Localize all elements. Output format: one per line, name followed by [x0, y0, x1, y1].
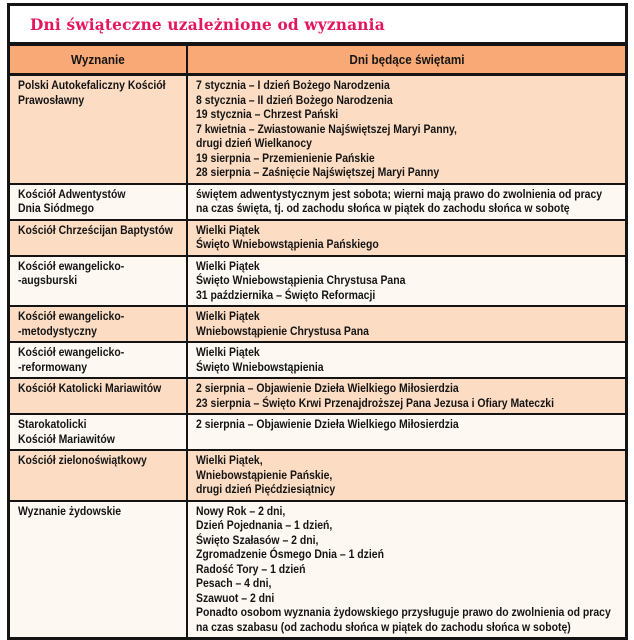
text-line: Święto Wniebowstąpienia Chrystusa Pana [196, 273, 406, 287]
table-body [10, 76, 625, 637]
holidays-cell [188, 76, 625, 183]
denomination-cell [10, 415, 188, 449]
text-line: Pesach – 4 dni, [196, 576, 272, 590]
text-line: -augsburski [18, 273, 78, 287]
text-line: -reformowany [18, 359, 88, 374]
text-line: Kościół ewangelicko- [18, 309, 125, 323]
title-band [10, 6, 625, 46]
denomination-cell [10, 307, 188, 341]
text-line: -metodystyczny [18, 323, 97, 338]
text-line: Ponadto osobom wyznania żydowskiego przysługuje prawo do zwolnienia od pracy [196, 605, 611, 619]
text-line: drugi dzień Pięćdziesiątnicy [196, 482, 336, 496]
text-line: Dnia Siódmego [18, 201, 94, 215]
text-line: Radość Tory – 1 dzień [196, 561, 306, 576]
denomination-cell [10, 451, 188, 500]
text-line: Wniebowstąpienie Chrystusa Pana [196, 323, 369, 338]
column-header-denomination: Wyznanie [10, 46, 188, 73]
denomination-cell [10, 221, 188, 255]
text-line: 7 kwietnia – Zwiastowanie Najświętszej Maryi Panny, [196, 121, 457, 136]
page-title: Dni świąteczne uzależnione od wyznania [30, 14, 385, 34]
table-row [10, 76, 625, 185]
denomination-cell [10, 343, 188, 377]
text-line: Wielki Piątek, [196, 453, 263, 467]
text-line: Kościół zielonoświątkowy [18, 453, 147, 467]
denomination-cell [10, 502, 188, 638]
text-line: Dzień Pojednania – 1 dzień, [196, 518, 333, 532]
text-line: Kościół Adwentystów [18, 186, 126, 201]
holidays-cell [188, 415, 625, 449]
denomination-cell [10, 76, 188, 183]
table-row [10, 185, 625, 221]
table-row [10, 307, 625, 343]
text-line: Wielki Piątek [196, 345, 260, 359]
table-row [10, 415, 625, 451]
text-line: Zgromadzenie Ósmego Dnia – 1 dzień [196, 547, 384, 561]
text-line: Nowy Rok – 2 dni, [196, 503, 286, 518]
text-line: 31 października – Święto Reformacji [196, 287, 376, 302]
denomination-cell [10, 185, 188, 219]
holidays-cell [188, 343, 625, 377]
text-line: Święto Wniebowstąpienia Pańskiego [196, 237, 379, 251]
text-line: Kościół ewangelicko- [18, 258, 125, 273]
text-line: Wielki Piątek [196, 309, 260, 323]
text-line: 2 sierpnia – Objawienie Dzieła Wielkiego Miłosierdzia [196, 417, 459, 431]
text-line: 19 stycznia – Chrzest Pański [196, 107, 339, 121]
text-line: 7 stycznia – I dzień Bożego Narodzenia [196, 78, 390, 92]
table-header-row [10, 46, 625, 76]
text-line: drugi dzień Wielkanocy [196, 136, 312, 150]
text-line: 28 sierpnia – Zaśnięcie Najświętszej Maryi Panny [196, 165, 440, 179]
holidays-cell [188, 307, 625, 341]
holidays-cell [188, 379, 625, 413]
holiday-table [7, 3, 628, 640]
text-line: Kościół Katolicki Mariawitów [18, 381, 162, 395]
holidays-cell [188, 257, 625, 306]
holidays-cell [188, 221, 625, 255]
denomination-cell [10, 257, 188, 306]
table-row [10, 379, 625, 415]
text-line: Polski Autokefaliczny Kościół [18, 78, 166, 92]
column-header-holidays: Dni będące świętami [348, 52, 465, 67]
text-line: Święto Szałasów – 2 dni, [196, 532, 319, 547]
text-line: Prawosławny [18, 92, 85, 107]
text-line: 23 sierpnia – Święto Krwi Przenajdroższej Pana Jezusa i Ofiary Mateczki [196, 395, 555, 410]
holidays-cell [188, 502, 625, 638]
text-line: Wielki Piątek [196, 258, 260, 273]
text-line: Wielki Piątek [196, 222, 260, 237]
text-line: Wniebowstąpienie Pańskie, [196, 467, 333, 482]
table-row [10, 221, 625, 257]
table-row [10, 257, 625, 308]
text-line: świętem adwentystycznym jest sobota; wierni mają prawo do zwolnienia od pracy [196, 186, 603, 201]
text-line: 8 stycznia – II dzień Bożego Narodzenia [196, 92, 393, 107]
holidays-cell [188, 185, 625, 219]
table-row [10, 343, 625, 379]
text-line: Kościół Mariawitów [18, 431, 115, 446]
holidays-cell [188, 451, 625, 500]
text-line: Starokatolicki [18, 417, 87, 431]
text-line: Szawuot – 2 dni [196, 590, 275, 605]
text-line: Wyznanie żydowskie [18, 503, 122, 518]
table-row [10, 451, 625, 502]
text-line: Kościół Chrześcijan Baptystów [18, 222, 173, 237]
denomination-cell [10, 379, 188, 413]
text-line: na czas szabasu (od zachodu słońca w piątek do zachodu słońca w sobotę) [196, 619, 571, 634]
table-row [10, 502, 625, 638]
text-line: 19 sierpnia – Przemienienie Pańskie [196, 150, 375, 165]
text-line: Święto Wniebowstąpienia [196, 359, 324, 374]
text-line: Kościół ewangelicko- [18, 345, 125, 359]
text-line: na czas święta, tj. od zachodu słońca w piątek do zachodu słońca w sobotę [196, 201, 570, 215]
text-line: 2 sierpnia – Objawienie Dzieła Wielkiego Miłosierdzia [196, 381, 459, 395]
